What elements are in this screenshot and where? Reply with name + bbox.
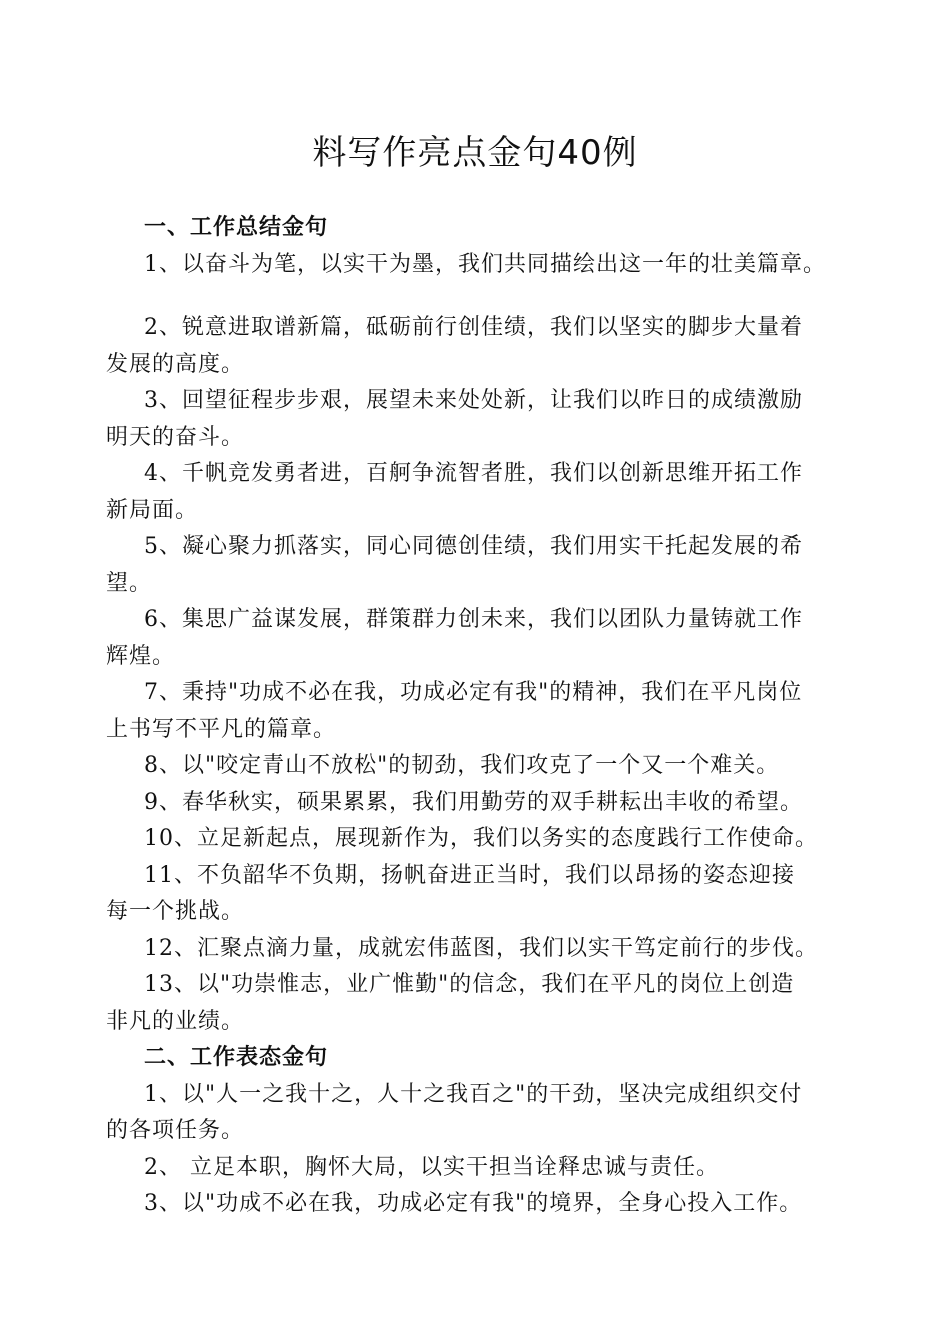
paragraph-line: 7、秉持"功成不必在我，功成必定有我"的精神，我们在平凡岗位 <box>144 680 803 705</box>
paragraph-line: 2、 立足本职，胸怀大局，以实干担当诠释忠诚与责任。 <box>144 1154 719 1180</box>
paragraph-line: 5、凝心聚力抓落实，同心同德创佳绩，我们用实干托起发展的希 <box>144 534 803 559</box>
paragraph-line: 的各项任务。 <box>106 1118 245 1143</box>
paragraph-line: 4、千帆竞发勇者进，百舸争流智者胜，我们以创新思维开拓工作 <box>144 461 803 486</box>
document-body <box>106 210 851 1223</box>
paragraph-line: 8、以"咬定青山不放松"的韧劲，我们攻克了一个又一个难关。 <box>144 753 780 778</box>
paragraph-line: 1、以"人一之我十之，人十之我百之"的干劲，坚决完成组织交付 <box>144 1081 803 1107</box>
paragraph-gap <box>106 283 851 310</box>
paragraph-line: 10、立足新起点，展现新作为，我们以务实的态度践行工作使命。 <box>144 826 818 851</box>
paragraph-line: 9、春华秋实，硕果累累，我们用勤劳的双手耕耘出丰收的希望。 <box>144 789 803 815</box>
paragraph-line: 12、汇聚点滴力量，成就宏伟蓝图，我们以实干笃定前行的步伐。 <box>144 935 818 961</box>
paragraph-line: 每一个挑战。 <box>106 899 245 924</box>
paragraph-line: 明天的奋斗。 <box>106 424 245 450</box>
paragraph-line: 上书写不平凡的篇章。 <box>106 716 337 742</box>
paragraph-line: 13、以"功崇惟志，业广惟勤"的信念，我们在平凡的岗位上创造 <box>144 972 795 997</box>
paragraph-line: 发展的高度。 <box>106 351 245 377</box>
document-title: 料写作亮点金句40例 <box>312 133 638 173</box>
section-heading: 二、工作表态金句 <box>144 1045 329 1070</box>
paragraph-line: 新局面。 <box>106 497 199 523</box>
paragraph-line: 3、回望征程步步艰，展望未来处处新，让我们以昨日的成绩激励 <box>144 388 803 413</box>
paragraph-line: 6、集思广益谋发展，群策群力创未来，我们以团队力量铸就工作 <box>144 607 803 632</box>
paragraph-line: 2、锐意进取谱新篇，砥砺前行创佳绩，我们以坚实的脚步大量着 <box>144 315 803 340</box>
paragraph-line: 辉煌。 <box>106 643 176 669</box>
paragraph-line: 3、以"功成不必在我，功成必定有我"的境界，全身心投入工作。 <box>144 1191 803 1216</box>
paragraph-line: 望。 <box>106 570 153 596</box>
paragraph-line: 非凡的业绩。 <box>106 1008 245 1034</box>
paragraph-line: 11、不负韶华不负期，扬帆奋进正当时，我们以昂扬的姿态迎接 <box>144 862 795 888</box>
paragraph-line: 1、以奋斗为笔，以实干为墨，我们共同描绘出这一年的壮美篇章。 <box>144 251 826 277</box>
section-heading: 一、工作总结金句 <box>144 215 329 240</box>
